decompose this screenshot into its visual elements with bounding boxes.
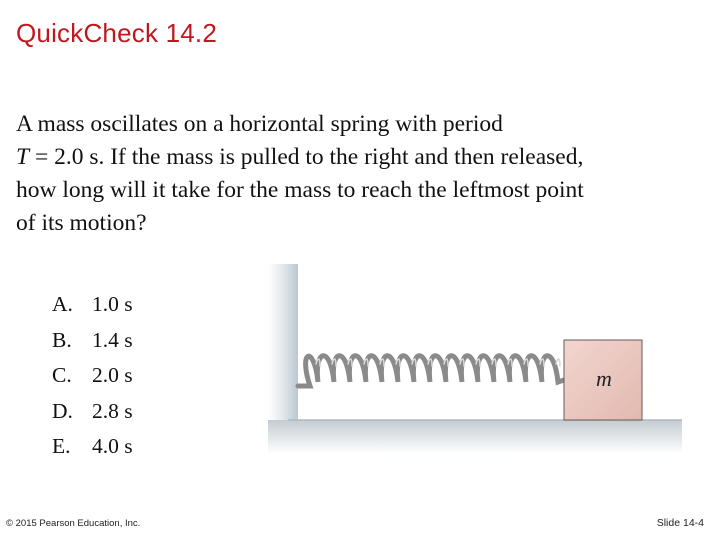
- question-text: [16, 108, 706, 240]
- choice-letter: D.: [52, 398, 73, 423]
- choice-b: [52, 323, 133, 359]
- choice-text: 1.4 s: [92, 327, 133, 352]
- question-line-3: how long will it take for the mass to reach the leftmost point: [16, 177, 584, 203]
- choice-letter: B.: [52, 327, 72, 352]
- spring-mass-diagram: [258, 262, 688, 462]
- answer-choices: [52, 287, 133, 465]
- slide-number: Slide 14-4: [656, 517, 704, 529]
- copyright-footer: © 2015 Pearson Education, Inc.: [6, 518, 141, 529]
- spring-mass-figure: [258, 262, 688, 462]
- choice-text: 2.0 s: [92, 363, 133, 387]
- question-line-2: [16, 141, 706, 174]
- slide-title: QuickCheck 14.2: [16, 18, 217, 48]
- choice-text: 2.8 s: [92, 398, 133, 423]
- choice-letter: A.: [52, 292, 73, 316]
- choice-d: [52, 394, 133, 430]
- question-line-4: of its motion?: [16, 210, 147, 236]
- choice-text: 4.0 s: [92, 434, 133, 458]
- choice-letter: C.: [52, 363, 72, 387]
- choice-e: [52, 429, 133, 465]
- choice-letter: E.: [52, 434, 71, 458]
- floor: [268, 420, 682, 454]
- question-line-2-text: = 2.0 s. If the mass is pulled to the right and then released,: [29, 144, 584, 170]
- choice-text: 1.0 s: [92, 292, 133, 316]
- mass-label: m: [596, 366, 612, 391]
- choice-a: [52, 287, 133, 323]
- choice-c: [52, 358, 133, 394]
- period-symbol: T: [16, 144, 30, 170]
- question-line-1: A mass oscillates on a horizontal spring with period: [16, 111, 503, 137]
